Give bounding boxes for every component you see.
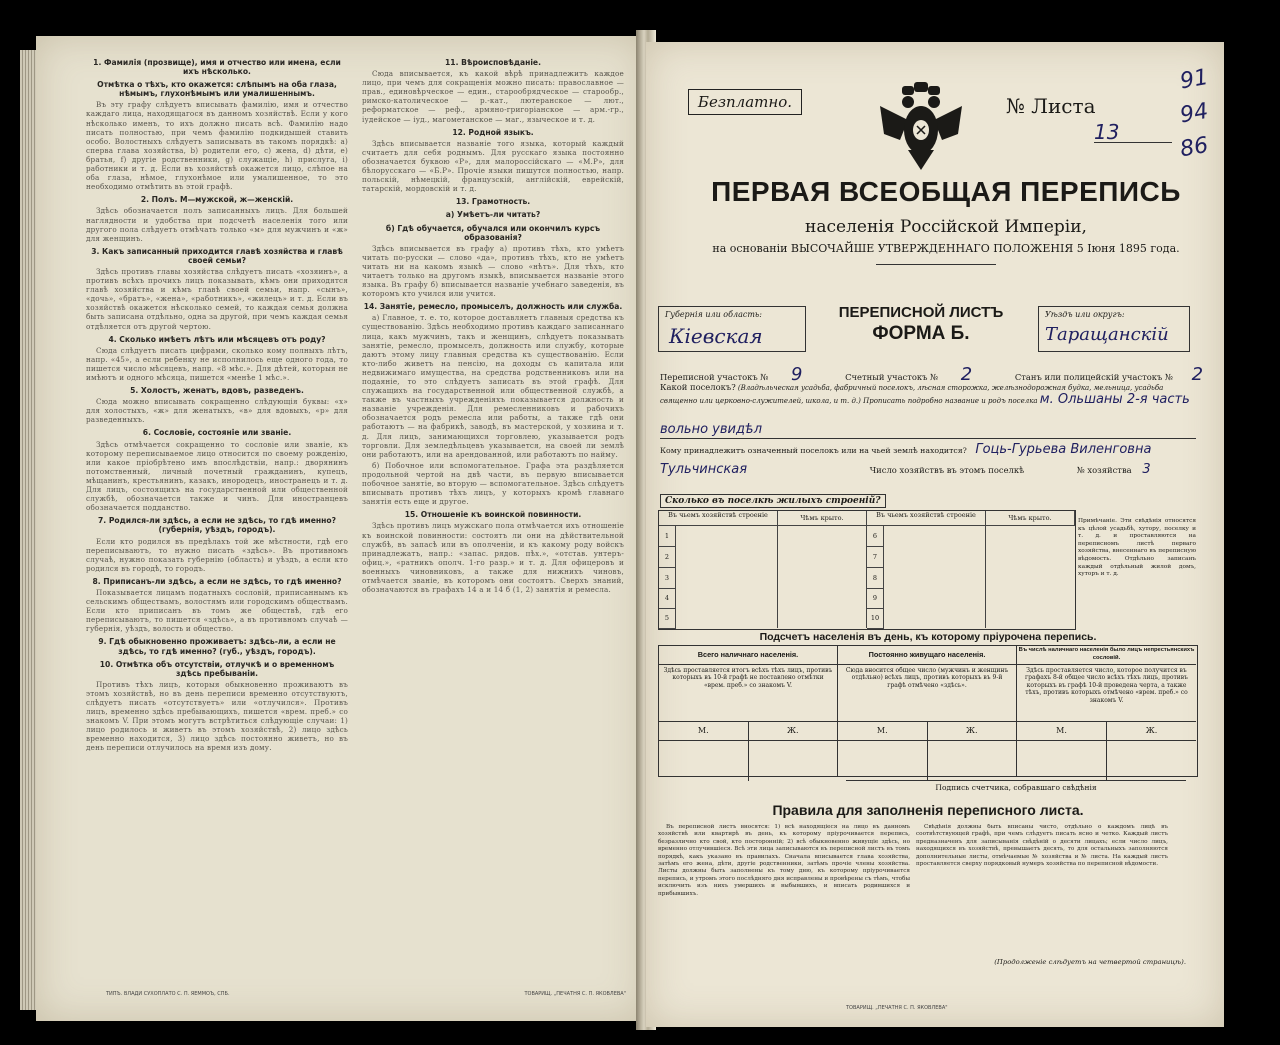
page-title: ПЕРВАЯ ВСЕОБЩАЯ ПЕРЕПИСЬ <box>711 176 1181 207</box>
settlement-instruction: Прописать подробно название и родъ поселка <box>863 397 1038 405</box>
question-heading: 14. Занятіе, ремесло, промыселъ, должность или служба. <box>363 302 623 312</box>
question-heading: 9. Гдѣ обыкновенно проживаетъ: здѣсь-ли, а если не здѣсь, то гдѣ именно? (губ., уѣздъ, городъ). <box>98 637 336 656</box>
table-row-number: 6 <box>867 526 884 547</box>
male-label: М. <box>1017 722 1107 740</box>
households-label: Число хозяйствъ въ этомъ поселкѣ <box>869 465 1025 475</box>
right-page <box>646 42 1224 1027</box>
gubernia-box <box>658 306 806 352</box>
left-page <box>36 36 644 1021</box>
population-permanent-column <box>838 646 1017 776</box>
free-stamp <box>688 89 802 115</box>
table-row-number: 5 <box>659 609 676 629</box>
male-label: М. <box>659 722 749 740</box>
question-heading: 1. Фамилія (прозвище), имя и отчество или имена, если ихъ нѣсколько. <box>93 58 341 77</box>
table-row-number: 4 <box>659 589 676 609</box>
archive-mark: 94 <box>1178 98 1211 129</box>
rules-column-1 <box>658 824 910 974</box>
stan-label: Станъ или полицейскій участокъ № <box>1014 372 1173 382</box>
population-col-header: Всего наличнаго населенія. <box>659 646 837 665</box>
population-entry <box>838 741 1016 781</box>
population-entry <box>1017 741 1196 781</box>
population-col-desc: Сюда вносится общее число (мужчинъ и женщинъ отдѣльно) всѣхъ лицъ, противъ которыхъ въ 9-й графѣ отмѣчено «здѣсь». <box>838 665 1016 722</box>
population-nonpeasant-column <box>1017 646 1196 776</box>
population-count-title: Подсчетъ населенія въ день, къ которому пріурочена перепись. <box>759 631 1097 643</box>
question-heading: 13. Грамотность. <box>455 197 531 207</box>
houses-owner-column <box>884 526 986 628</box>
question-heading: 6. Сословіе, состояніе или званіе. <box>142 428 292 438</box>
question-heading: а) Умѣетъ-ли читать? <box>445 210 541 220</box>
settlement-value: м. Ольшаны 2-я часть <box>1039 392 1190 407</box>
left-column-2: 11. Вѣроисповѣданіе. Сюда вписывается, къ какой вѣрѣ принадлежитъ каждое лицо, при чемъ для сокращенія можно писать: православное — прав., единовѣрческое — един., старообрядческое — старообр., римско-католическое — р.-кат., лютеранское — лют., реформатское — реф., армяно-григоріанское — арм.-гр., іудейское — іуд., магометанское — маг., языческое и т. д. 12. Родной языкъ. Здѣсь вписывается названіе того языка, который каждый считаетъ для себя роднымъ. Для русскаго языка постоянно обозначается буквою «Р», для малороссійскаго — «М.Р», для бѣлорусскаго — «Б.Р». Прочіе языки пишутся полностью, напр. польскій, нѣмецкій, французскій, англійскій, еврейскій, татарскій, мордовскій и т. д. 13. Грамотность. а) Умѣетъ-ли читать? б) Гдѣ обучается, обучался или окончилъ курсъ образованія? Здѣсь вписывается въ графу а) противъ тѣхъ, кто умѣетъ читать по-русски — слово «да», противъ тѣхъ, кто не умѣетъ читать ни на какомъ языкѣ — слово «нѣтъ». Для тѣхъ, кто читаетъ только на другомъ языкѣ, вписывается названіе этого языка. Въ графу б) вписывается названіе учебнаго заведенія, въ которомъ кто учился или учится. 14. Занятіе, ремесло, промыселъ, должность или служба. а) Главное, т. е. то, которое доставляетъ главныя средства къ существованію. Здѣсь необходимо противъ каждаго записаннаго лица, какъ мужчинъ, такъ и женщинъ, слѣдуетъ показывать занятіе, ремесло, промыселъ, должность или службу, которые даютъ этому лицу главныя средства къ существованію. Если кто-либо живетъ на пенсію, на доходы съ капитала или недвижимаго имущества, на средства родственниковъ или на подаяніе, то это слѣдуетъ записать въ этой графѣ. Для служащихъ на государственной или общественной службѣ, а также въ частныхъ учрежденіяхъ показывается должность и названіе учрежденія. Для ремесленниковъ и рабочихъ обозначается родъ ремесла или работы, а также гдѣ они работаютъ — на фабрикѣ, заводѣ, въ мастерской, у хозяина и т. д. Для лицъ, занимающихся торговлею, указывается родъ торговли. Для земледѣльцевъ указывается, на своей ли землѣ они работаютъ, или на арендованной, или работаютъ по найму. б) Побочное или вспомогательное. Графа эта раздѣляется продольной чертой на двѣ части, въ первую вписывается побочное занятіе, во вторую — вспомогательное. Здѣсь слѣдуетъ вписывать противъ тѣхъ лицъ, у которыхъ кромѣ главнаго занятія есть еще и другое. 15. Отношеніе къ воинской повинности. Здѣсь противъ лицъ мужскаго пола отмѣчается ихъ отношеніе къ воинской повинности: состоятъ ли они на дѣйствительной службѣ, въ запасѣ или въ ополченіи, и къ какому роду войскъ принадлежатъ, напр.: «запас. рядов. пѣх.», «отстав. унтеръ-офиц.», «ратникъ ополч. 1-го разр.» и т. д. Для офицеровъ и военныхъ чиновниковъ, а также для нижнихъ чиновъ, отмѣчается званіе, въ которомъ они состоятъ. Сверхъ знаний, обозначаются въ графахъ 14 а и 14 б (1, 2) занятія и ремесла. <box>362 58 624 595</box>
female-label: Ж. <box>965 726 978 735</box>
population-col-desc: Здѣсь проставляется число, которое получится въ графахъ 8-й общее число всѣхъ тѣхъ лицъ, противъ которыхъ въ графѣ 10-й проведена черта, а также тѣхъ, противъ которыхъ отмѣчено «врем. преб.» со знакомъ V. <box>1017 665 1196 722</box>
population-entry <box>659 741 837 781</box>
population-present-column <box>659 646 838 776</box>
table-row-number: 1 <box>659 526 676 547</box>
printer-imprint: ТИПЪ. ВЛАДИ СУХОПЛАТО С. П. ЯЕММОЪ, СПБ. <box>106 991 230 997</box>
question-heading: 12. Родной языкъ. <box>452 127 534 137</box>
form-title-line-2: ФОРМА Б. <box>872 323 970 344</box>
population-col-desc: Здѣсь проставляется итогъ всѣхъ тѣхъ лицъ, противъ которыхъ въ 10-й графѣ не поставлено отмѣтки «врем. преб.» со знакомъ V. <box>659 665 837 722</box>
question-heading: 3. Какъ записанный приходится главѣ хозяйства и главѣ своей семьи? <box>91 246 343 265</box>
owner-label: Кому принадлежитъ означенный поселокъ или на чьей землѣ находится? <box>660 446 967 455</box>
question-heading: 4. Сколько имѣетъ лѣтъ или мѣсяцевъ отъ роду? <box>108 334 326 344</box>
page-subtitle: населенія Россійской Имперіи, <box>805 217 1087 237</box>
archive-mark: 91 <box>1178 64 1211 95</box>
question-heading: 8. Приписанъ-ли здѣсь, а если не здѣсь, то гдѣ именно? <box>92 576 342 586</box>
question-heading: б) Гдѣ обучается, обучался или окончилъ курсъ образованія? <box>385 223 601 242</box>
question-heading: 7. Родился-ли здѣсь, а если не здѣсь, то гдѣ именно? (губернія, уѣздъ, городъ). <box>98 516 336 535</box>
rules-text: Въ переписной листъ вносятся: 1) всѣ находящіеся на лицо въ данномъ хозяйствѣ или квартирѣ въ день, къ которому пріурочивается перепись, безразлично кто свой, кто посторонній; 2) всѣ обыкновенно живущіе здѣсь, но временно отлучившіеся. Всѣ эти лица записываются въ переписной листъ въ томъ порядкѣ, какъ указано въ правилахъ. Сначала вписывается глава хозяйства, затѣмъ его жена, дѣти, другіе родственники, затѣмъ прочіе члены хозяйства. Листы должны быть заполнены къ тому дню, къ которому пріурочивается перепись, и утромъ этого послѣдняго дня исправлены и провѣрены съ тѣмъ, чтобы исключить изъ нихъ умершихъ и выбывшихъ, и вписать родившихся и прибывшихъ. <box>658 824 910 897</box>
left-page-footer <box>106 991 626 997</box>
rules-text: Свѣдѣнія должны быть вписаны чисто, отдѣльно о каждомъ лицѣ въ соотвѣтствующей графѣ, при чемъ слѣдуетъ писать ясно и четко. Каждый листъ предназначенъ для записыванія свѣдѣній о десяти лицахъ; если число лицъ, находящихся въ хозяйствѣ, превышаетъ десять, то для остальныхъ заполняются дополнительные листы, отмѣчаемые № хозяйства и № листа. На каждый листъ проставляется сверху порядковый нумеръ хозяйства по переписной вѣдомости. <box>916 824 1168 868</box>
table-row-number: 8 <box>867 568 884 589</box>
male-female-row <box>1017 722 1196 741</box>
owner-line <box>660 442 1196 457</box>
archive-pencil-marks <box>1180 60 1244 180</box>
owner-value-2: Тульчинская <box>660 462 748 477</box>
owner-line-2 <box>660 462 1196 477</box>
imperial-eagle-icon <box>878 80 964 172</box>
list-number-value: 13 <box>1094 120 1120 144</box>
settlement-label: Какой поселокъ? <box>660 382 736 392</box>
houses-col-header: Въ чьемъ хозяйствѣ строеніе <box>867 511 986 526</box>
stan-value: 2 <box>1191 364 1204 385</box>
rules-title: Правила для заполненія переписного листа. <box>772 802 1084 818</box>
houses-col-header: Чѣмъ крыто. <box>778 511 867 526</box>
gubernia-value: Кіевская <box>669 324 763 348</box>
owner-value: Гоць-Гурьева Виленговна <box>975 442 1152 457</box>
table-row-number: 3 <box>659 568 676 589</box>
female-label: Ж. <box>1145 726 1158 735</box>
census-district-value: 9 <box>790 364 803 385</box>
legal-basis: на основаніи ВЫСОЧАЙШЕ УТВЕРЖДЕННАГО ПОЛОЖЕНІЯ 5 Іюня 1895 года. <box>712 242 1180 255</box>
form-title <box>806 304 1036 345</box>
divider <box>660 438 1196 439</box>
question-heading: Отмѣтка о тѣхъ, кто окажется: слѣпымъ на оба глаза, нѣмымъ, глухонѣмымъ или умалишеннымъ. <box>97 80 337 99</box>
table-row-number: 7 <box>867 547 884 568</box>
question-heading: 15. Отношеніе къ воинской повинности. <box>404 510 582 520</box>
table-row-number: 9 <box>867 589 884 609</box>
uezd-label: Уѣздъ или округъ: <box>1045 310 1125 319</box>
female-label: Ж. <box>786 726 799 735</box>
uezd-box <box>1038 306 1190 352</box>
gubernia-label: Губернія или область: <box>665 310 762 319</box>
houses-table <box>658 510 1076 630</box>
free-label: Безплатно. <box>697 93 793 111</box>
settlement-line <box>660 382 1196 407</box>
male-female-row <box>659 722 837 741</box>
question-heading: 2. Полъ. М—мужской, ж—женскій. <box>140 195 294 205</box>
houses-caption: Сколько въ поселкѣ жилыхъ строеній? <box>660 494 886 508</box>
continued-note: (Продолженіе слѣдуетъ на четвертой страницѣ). <box>994 958 1186 966</box>
right-page-footer: ТОВАРИЩ. „ПЕЧАТНЯ С. П. ЯКОВЛЕВА" <box>846 1005 948 1011</box>
rules-column-2 <box>916 824 1168 974</box>
form-title-line-1: ПЕРЕПИСНОЙ ЛИСТЪ <box>838 304 1004 321</box>
archive-mark: 86 <box>1178 132 1211 163</box>
table-row-number: 2 <box>659 547 676 568</box>
left-column-1: 1. Фамилія (прозвище), имя и отчество или имена, если ихъ нѣсколько. Отмѣтка о тѣхъ, кто окажется: слѣпымъ на оба глаза, нѣмымъ, глухонѣмымъ или умалишеннымъ. Въ эту графу слѣдуетъ вписывать фамилію, имя и отчество каждаго лица, находящагося въ данномъ хозяйствѣ. Если у кого нѣсколько именъ, то ихъ должно писать всѣ. Фамилію надо писать полностью, при чемъ фамилію подкидышей ставить особо. Волостныхъ слѣдуетъ записывать въ такомъ порядкѣ: а) сперва глава хозяйства, b) родители его, c) жена, d) дѣти, e) братья, f) другіе родственники, g) служащіе, h) прислуга, i) работники и т. д. Если въ хозяйствѣ окажется лицо, слѣпое на оба глаза, нѣмое, глухонѣмое или умалишенное, то это необходимо отмѣтить въ этой графѣ. 2. Полъ. М—мужской, ж—женскій. Здѣсь обозначается полъ записанныхъ лицъ. Для большей наглядности и удобства при подсчетѣ населенія того или другого пола слѣдуетъ отмѣчать только «м» для мужчинъ и «ж» для женщинъ. 3. Какъ записанный приходится главѣ хозяйства и главѣ своей семьи? Здѣсь противъ главы хозяйства слѣдуетъ писать «хозяинъ», а противъ всѣхъ прочихъ лицъ показывать, кѣмъ они приходятся главѣ хозяйства и кѣмъ главѣ своей семьи, напр. «сынъ», «дочь», «братъ», «жена», «работникъ», «жилецъ» и т. д. Если въ хозяйствѣ окажется нѣсколько семей, то каждая семья должна быть записана отдѣльно, одна за другой, при чемъ каждая семья отдѣляется отъ другой чертою. 4. Сколько имѣетъ лѣтъ или мѣсяцевъ отъ роду? Сюда слѣдуетъ писать цифрами, сколько кому полныхъ лѣтъ, напр. «45», а если ребенку не исполнилось еще одного года, то пишется число мѣсяцевъ, напр. «8 мѣс.». Для дѣтей, которыя не имѣютъ и одного мѣсяца, пишется «менѣе 1 мѣс.». 5. Холостъ, женатъ, вдовъ, разведенъ. Сюда можно вписывать сокращенно слѣдующія буквы: «х» для холостыхъ, «ж» для женатыхъ, «в» для вдовыхъ, «р» для разведенныхъ. 6. Сословіе, состояніе или званіе. Здѣсь отмѣчается сокращенно то сословіе или званіе, къ которому переписываемое лицо относится по своему рожденію, или какое пріобрѣтено имъ впослѣдствіи, напр.: дворянинъ потомственный, личный почетный гражданинъ, купецъ, мѣщанинъ, крестьянинъ, казакъ, инородецъ, иностранецъ и т. д. Для лицъ, состоящихъ на государственной или общественной службѣ, обозначается также и чинъ. Для иностранцевъ обозначается подданство. 7. Родился-ли здѣсь, а если не здѣсь, то гдѣ именно? (губернія, уѣздъ, городъ). Если кто родился въ предѣлахъ той же мѣстности, гдѣ его переписываютъ, то нужно писать «здѣсь». Въ противномъ случаѣ, нужно показать губернію (область) и уѣздъ, а если кто родился въ городѣ, то городъ. 8. Приписанъ-ли здѣсь, а если не здѣсь, то гдѣ именно? Показывается лицамъ податныхъ сословій, приписаннымъ къ сельскимъ обществамъ, волостямъ или городскимъ обществамъ. Если кто приписанъ въ томъ же обществѣ, гдѣ его переписываютъ, то пишется «здѣсь», а въ противномъ случаѣ — губернія, уѣздъ, волость и общество. 9. Гдѣ обыкновенно проживаетъ: здѣсь-ли, а если не здѣсь, то гдѣ именно? (губ., уѣздъ, городъ). 10. Отмѣтка объ отсутствіи, отлучкѣ и о временномъ здѣсь пребываніи. Противъ тѣхъ лицъ, которыя обыкновенно проживаютъ въ этомъ хозяйствѣ, но въ день переписи временно отсутствуютъ, слѣдуетъ писать «отсутствуетъ» или «отлучился». Противъ лицъ, временно здѣсь пребывающихъ, пишется «врем. преб.» со знакомъ V. При этомъ могутъ встрѣтиться слѣдующіе случаи: 1) лицо родилось и живетъ въ этомъ хозяйствѣ, 2) лицо здѣсь временно находится, 3) лицо здѣсь постоянно живетъ, но въ день переписи отлучилось на время изъ дому. <box>86 58 348 753</box>
population-col-header: Въ числѣ наличнаго населенія было лицъ непрестьянскихъ сословій. <box>1017 646 1196 665</box>
uezd-value: Таращанскій <box>1045 324 1169 345</box>
census-district-label: Переписной участокъ № <box>660 372 769 382</box>
household-number-label: № хозяйства <box>1076 465 1132 475</box>
settlement-line-2 <box>660 422 1196 437</box>
settlement-note: (Владѣльческая усадьба, фабричный поселокъ, лѣсная сторожка, желѣзнодорожная будка, мельница, усадьба священно или церковно-служителей, школа, и т. д.) <box>660 384 1164 405</box>
male-label: М. <box>838 722 928 740</box>
houses-col-header: Въ чьемъ хозяйствѣ строеніе <box>659 511 778 526</box>
table-row-number: 10 <box>867 609 884 629</box>
printer-imprint: ТОВАРИЩ. „ПЕЧАТНЯ С. П. ЯКОВЛЕВА" <box>524 991 626 997</box>
houses-note: Примѣчаніе. Эти свѣдѣнія относятся къ цѣлой усадьбѣ, хутору, поселку и т. д. и проставляются на переписномъ листѣ перваго хозяйства, внесеннаго въ переписную вѣдомость. Отдѣльно записанъ каждый отдѣльный жилой домъ, хуторъ и т. д. <box>1078 518 1196 578</box>
question-heading: 10. Отмѣтка объ отсутствіи, отлучкѣ и о временномъ здѣсь пребываніи. <box>99 659 335 678</box>
population-col-header: Постоянно живущаго населенія. <box>838 646 1016 665</box>
population-table <box>658 645 1198 777</box>
houses-col-header: Чѣмъ крыто. <box>986 511 1075 526</box>
counting-district-label: Счетный участокъ № <box>845 372 939 382</box>
signature-line: Подпись счетчика, собравшаго свѣдѣнія <box>846 780 1186 792</box>
houses-roof-column <box>778 526 867 628</box>
question-heading: 11. Вѣроисповѣданіе. <box>445 58 541 67</box>
male-female-row <box>838 722 1016 741</box>
question-heading: 5. Холостъ, женатъ, вдовъ, разведенъ. <box>130 386 304 396</box>
counting-district-value: 2 <box>960 364 973 385</box>
divider <box>876 264 996 265</box>
household-number-value: 3 <box>1142 462 1151 477</box>
settlement-value-2: вольно увидѣл <box>660 422 763 437</box>
houses-owner-column <box>676 526 778 628</box>
list-number-label: № Листа <box>1006 94 1096 118</box>
